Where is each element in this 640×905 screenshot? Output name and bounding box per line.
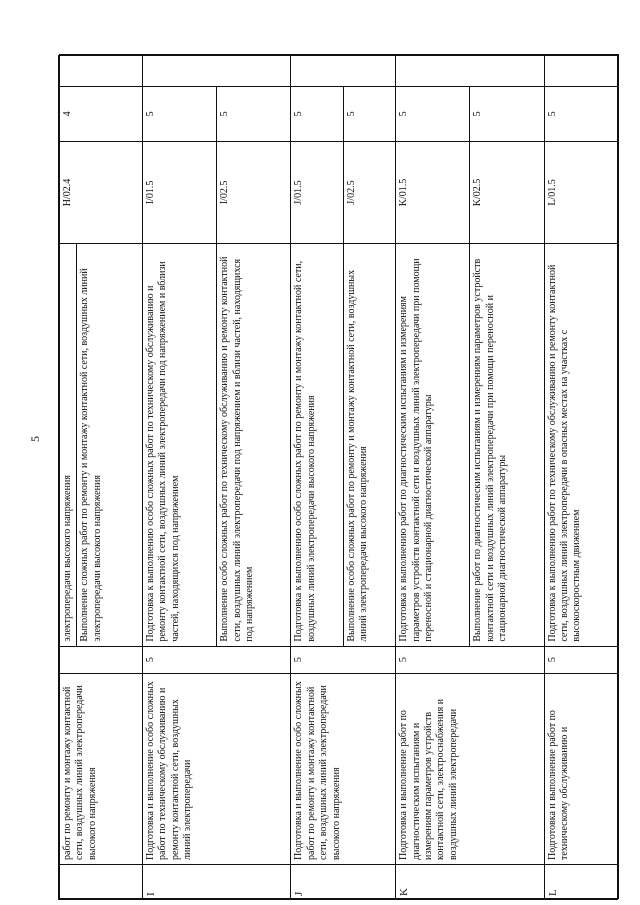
function-level: 5 — [396, 86, 470, 141]
labor-function-text: Выполнение особо сложных работ по техническому обслуживанию и ремонту контактной сети, воздушных линий электропередачи под напряжением и вблизи частей, находящихся под напряжением — [217, 244, 291, 647]
function-level: 5 — [143, 86, 217, 141]
function-code: I/02.5 — [217, 141, 291, 243]
table-row — [544, 55, 618, 899]
function-level: 5 — [291, 86, 343, 141]
table-row — [60, 55, 143, 899]
group-name: Подготовка и выполнение особо сложных работ по ремонту и монтажу контактной сети, воздушных линий электропередачи высокого напряжения — [291, 673, 396, 864]
document-table-frame — [58, 55, 618, 900]
rotated-table-wrapper — [59, 54, 619, 899]
group-name: Подготовка и выполнение особо сложных работ по техническому обслуживанию и ремонту контактной сети, воздушных линий электропередачи — [143, 673, 291, 864]
function-code: K/02.5 — [470, 141, 544, 243]
function-level: 5 — [470, 86, 544, 141]
labor-function-text: Подготовка к выполнению работ по диагностическим испытаниям и измерениям параметров устройств контактной сети и воздушных линий электропередачи при помощи переносной и стационарной диагностической аппаратуры — [396, 244, 470, 647]
function-level: 5 — [544, 86, 618, 141]
page-number: 5 — [28, 436, 42, 442]
group-name: Подготовка и выполнение работ по диагностическим испытаниям и измерениям параметров устройств контактной сети, электроснабжения и воздушных линий электропередачи — [396, 673, 544, 864]
group-letter: L — [544, 864, 618, 898]
empty-cell — [143, 55, 291, 87]
labor-function-text: Выполнение сложных работ по ремонту и монтажу контактной сети, воздушных линий электропередачи высокого напряжения — [76, 244, 104, 646]
empty-cell — [396, 55, 544, 87]
carryover-text: электропередачи высокого напряжения — [62, 475, 73, 642]
function-code: K/01.5 — [396, 141, 470, 243]
empty-cell — [544, 55, 618, 87]
group-qualification: 5 — [291, 646, 396, 673]
group-letter: I — [143, 864, 291, 898]
function-code: J/02.5 — [343, 141, 395, 243]
table-row — [291, 55, 343, 899]
letter-cell — [60, 864, 143, 898]
table-row — [143, 55, 217, 899]
group-qualification: 5 — [143, 646, 291, 673]
table-row — [396, 55, 470, 899]
functions-table — [59, 54, 619, 899]
empty-cell — [291, 55, 396, 87]
function-code: J/01.5 — [291, 141, 343, 243]
group-qualification: 5 — [396, 646, 544, 673]
function-code: L/01.5 — [544, 141, 618, 243]
function-code: I/01.5 — [143, 141, 217, 243]
labor-function-text: Выполнение особо сложных работ по ремонту и монтажу контактной сети, воздушных линий электропередачи высокого напряжения — [343, 244, 395, 647]
labor-function-text: Подготовка к выполнению работ по техническому обслуживанию и ремонту контактной сети, воздушных линий электропередачи в опасных местах на участках с высокоскоростным движением — [544, 244, 618, 647]
labor-function-cell — [60, 244, 143, 647]
group-qualification: 5 — [544, 646, 618, 673]
labor-function-text: Подготовка к выполнению особо сложных работ по ремонту и монтажу контактной сети, воздушных линий электропередачи высокого напряжения — [291, 244, 343, 647]
generalized-function-cell: работ по ремонту и монтажу контактной сети, воздушных линий электропередачи высокого напряжения — [60, 673, 143, 864]
labor-function-text: Подготовка к выполнению особо сложных работ по техническому обслуживанию и ремонту контактной сети, воздушных линий электропередачи под напряжением и вблизи частей, находящихся под напряжением — [143, 244, 217, 647]
labor-function-text: Выполнение работ по диагностическим испытаниям и измерениям параметров устройств контактной сети и воздушных линий электропередачи при помощи переносной и стационарной диагностической аппаратуры — [470, 244, 544, 647]
group-letter: J — [291, 864, 396, 898]
group-letter: K — [396, 864, 544, 898]
function-level: 5 — [217, 86, 291, 141]
group-name: Подготовка и выполнение работ по техническому обслуживанию и — [544, 673, 618, 864]
function-level: 5 — [343, 86, 395, 141]
qualification-cell — [60, 646, 143, 673]
empty-cell — [60, 55, 143, 87]
code-cell: H/02.4 — [60, 141, 143, 243]
level-cell: 4 — [60, 86, 143, 141]
